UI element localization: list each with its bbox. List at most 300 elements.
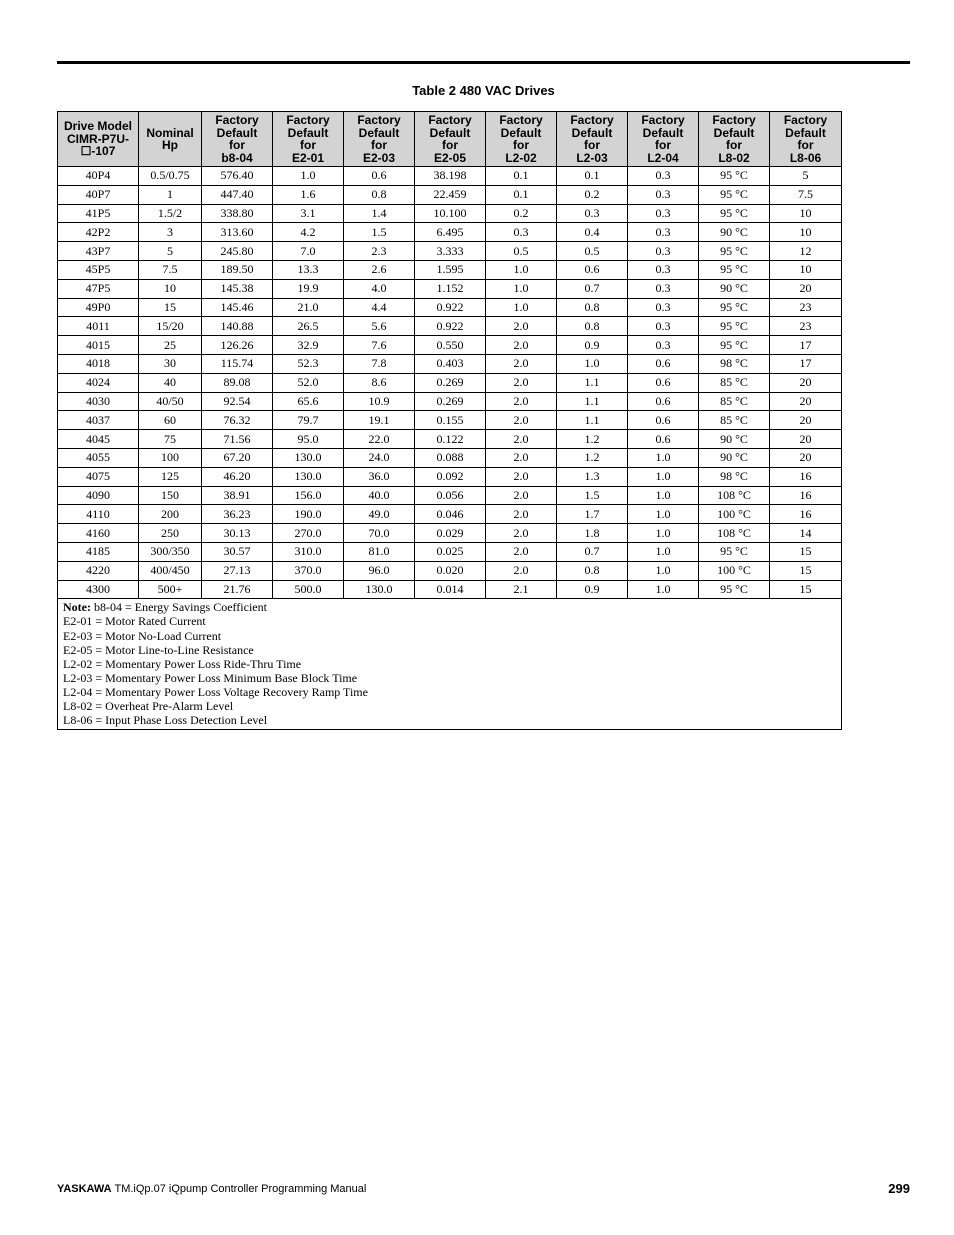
- table-cell: 95 °C: [699, 580, 770, 599]
- table-cell: 2.0: [486, 561, 557, 580]
- table-cell: 1.0: [628, 505, 699, 524]
- table-cell: 300/350: [139, 542, 202, 561]
- note-line: L2-03 = Momentary Power Loss Minimum Base Block Time: [63, 670, 358, 685]
- table-cell: 21.76: [202, 580, 273, 599]
- table-cell: 4220: [58, 561, 139, 580]
- table-cell: 4185: [58, 542, 139, 561]
- table-cell: 32.9: [273, 336, 344, 355]
- table-row: [58, 561, 842, 580]
- table-cell: 95 °C: [699, 298, 770, 317]
- table-cell: 1.0: [628, 524, 699, 543]
- table-cell: 4011: [58, 317, 139, 336]
- table-cell: 10: [770, 204, 842, 223]
- table-cell: 40.0: [344, 486, 415, 505]
- table-cell: 4015: [58, 336, 139, 355]
- table-cell: 2.0: [486, 411, 557, 430]
- table-cell: 90 °C: [699, 279, 770, 298]
- header-b8-04: Factory Default for b8-04: [202, 112, 273, 167]
- table-cell: 0.2: [486, 204, 557, 223]
- table-cell: 30.13: [202, 524, 273, 543]
- header-l2-04: Factory Default for L2-04: [628, 112, 699, 167]
- table-cell: 16: [770, 505, 842, 524]
- table-cell: 1.0: [557, 354, 628, 373]
- table-cell: 4055: [58, 448, 139, 467]
- table-cell: 10: [770, 260, 842, 279]
- table-row: [58, 467, 842, 486]
- table-row: [58, 373, 842, 392]
- table-title: Table 2 480 VAC Drives: [412, 83, 555, 98]
- table-cell: 0.1: [486, 185, 557, 204]
- table-cell: 1.0: [273, 167, 344, 186]
- table-cell: 500.0: [273, 580, 344, 599]
- table-row: [58, 317, 842, 336]
- header-e2-03: Factory Default for E2-03: [344, 112, 415, 167]
- table-cell: 1.6: [273, 185, 344, 204]
- table-row: [58, 430, 842, 449]
- table-cell: 115.74: [202, 354, 273, 373]
- header-e2-05: Factory Default for E2-05: [415, 112, 486, 167]
- table-cell: 10: [770, 223, 842, 242]
- table-cell: 0.5: [557, 242, 628, 261]
- table-cell: 0.014: [415, 580, 486, 599]
- table-cell: 1.7: [557, 505, 628, 524]
- table-cell: 125: [139, 467, 202, 486]
- table-cell: 130.0: [344, 580, 415, 599]
- table-cell: 270.0: [273, 524, 344, 543]
- table-cell: 0.269: [415, 392, 486, 411]
- table-cell: 1: [139, 185, 202, 204]
- table-cell: 43P7: [58, 242, 139, 261]
- table-cell: 1.0: [628, 580, 699, 599]
- table-cell: 10: [139, 279, 202, 298]
- table-body: [58, 167, 842, 599]
- table-cell: 2.0: [486, 317, 557, 336]
- table-cell: 95 °C: [699, 542, 770, 561]
- table-cell: 36.23: [202, 505, 273, 524]
- note-line: L8-06 = Input Phase Loss Detection Level: [63, 713, 268, 728]
- table-cell: 3: [139, 223, 202, 242]
- table-cell: 15: [139, 298, 202, 317]
- table-cell: 0.088: [415, 448, 486, 467]
- table-row: [58, 486, 842, 505]
- table-cell: 0.2: [557, 185, 628, 204]
- table-row: [58, 411, 842, 430]
- table-cell: 1.595: [415, 260, 486, 279]
- table-row: [58, 204, 842, 223]
- table-cell: 60: [139, 411, 202, 430]
- table-cell: 2.0: [486, 448, 557, 467]
- table-cell: 0.5/0.75: [139, 167, 202, 186]
- table-cell: 27.13: [202, 561, 273, 580]
- table-cell: 2.0: [486, 373, 557, 392]
- note-label: Note:: [63, 600, 91, 615]
- table-cell: 20: [770, 279, 842, 298]
- table-cell: 4090: [58, 486, 139, 505]
- note-line: L2-04 = Momentary Power Loss Voltage Recovery Ramp Time: [63, 684, 368, 699]
- table-cell: 1.1: [557, 373, 628, 392]
- table-cell: 0.5: [486, 242, 557, 261]
- table-row: [58, 542, 842, 561]
- table-cell: 150: [139, 486, 202, 505]
- table-cell: 0.9: [557, 580, 628, 599]
- table-cell: 13.3: [273, 260, 344, 279]
- table-cell: 1.0: [628, 448, 699, 467]
- table-cell: 21.0: [273, 298, 344, 317]
- table-cell: 0.3: [557, 204, 628, 223]
- table-cell: 85 °C: [699, 392, 770, 411]
- table-cell: 2.0: [486, 392, 557, 411]
- table-cell: 75: [139, 430, 202, 449]
- table-cell: 1.8: [557, 524, 628, 543]
- table-cell: 98 °C: [699, 467, 770, 486]
- table-cell: 45P5: [58, 260, 139, 279]
- drive-defaults-table: [57, 111, 842, 730]
- table-cell: 130.0: [273, 467, 344, 486]
- table-cell: 0.8: [557, 317, 628, 336]
- table-cell: 0.8: [557, 561, 628, 580]
- page-number: 299: [888, 1181, 910, 1196]
- table-cell: 22.0: [344, 430, 415, 449]
- note-line: E2-03 = Motor No-Load Current: [63, 628, 222, 643]
- header-l2-02: Factory Default for L2-02: [486, 112, 557, 167]
- table-cell: 10.9: [344, 392, 415, 411]
- header-drive-model: Drive Model CIMR-P7U- ☐-107: [58, 112, 139, 167]
- table-cell: 23: [770, 317, 842, 336]
- table-cell: 0.3: [628, 167, 699, 186]
- table-cell: 1.0: [628, 542, 699, 561]
- table-cell: 0.6: [628, 354, 699, 373]
- table-cell: 95 °C: [699, 260, 770, 279]
- footer-brand: YASKAWA: [57, 1183, 112, 1195]
- table-cell: 0.6: [344, 167, 415, 186]
- table-cell: 5.6: [344, 317, 415, 336]
- table-cell: 23: [770, 298, 842, 317]
- table-cell: 47P5: [58, 279, 139, 298]
- table-cell: 95.0: [273, 430, 344, 449]
- table-cell: 65.6: [273, 392, 344, 411]
- table-cell: 145.46: [202, 298, 273, 317]
- table-cell: 0.550: [415, 336, 486, 355]
- table-cell: 10.100: [415, 204, 486, 223]
- table-cell: 0.3: [628, 279, 699, 298]
- table-cell: 2.0: [486, 430, 557, 449]
- table-cell: 25: [139, 336, 202, 355]
- notes-cell: [58, 599, 842, 730]
- table-cell: 15: [770, 542, 842, 561]
- table-cell: 200: [139, 505, 202, 524]
- table-cell: 0.6: [557, 260, 628, 279]
- table-cell: 0.6: [628, 430, 699, 449]
- table-cell: 130.0: [273, 448, 344, 467]
- table-cell: 95 °C: [699, 185, 770, 204]
- table-cell: 22.459: [415, 185, 486, 204]
- table-cell: 2.0: [486, 486, 557, 505]
- table-cell: 15: [770, 580, 842, 599]
- table-cell: 126.26: [202, 336, 273, 355]
- table-cell: 0.122: [415, 430, 486, 449]
- table-cell: 2.0: [486, 505, 557, 524]
- table-cell: 4110: [58, 505, 139, 524]
- table-cell: 447.40: [202, 185, 273, 204]
- table-cell: 0.7: [557, 542, 628, 561]
- table-cell: 4300: [58, 580, 139, 599]
- table-cell: 7.0: [273, 242, 344, 261]
- table-cell: 0.155: [415, 411, 486, 430]
- table-cell: 36.0: [344, 467, 415, 486]
- table-cell: 0.3: [628, 223, 699, 242]
- table-cell: 0.3: [628, 204, 699, 223]
- table-cell: 0.056: [415, 486, 486, 505]
- table-cell: 16: [770, 486, 842, 505]
- table-cell: 2.0: [486, 467, 557, 486]
- table-cell: 49.0: [344, 505, 415, 524]
- table-row: [58, 354, 842, 373]
- table-cell: 42P2: [58, 223, 139, 242]
- footer-manual-name: TM.iQp.07 iQpump Controller Programming Manual: [114, 1183, 367, 1195]
- table-cell: 70.0: [344, 524, 415, 543]
- table-row: [58, 524, 842, 543]
- table-cell: 1.5: [344, 223, 415, 242]
- table-cell: 79.7: [273, 411, 344, 430]
- table-row: [58, 260, 842, 279]
- table-cell: 40P7: [58, 185, 139, 204]
- note-line: E2-01 = Motor Rated Current: [63, 614, 206, 629]
- table-cell: 85 °C: [699, 373, 770, 392]
- header-l8-06: Factory Default for L8-06: [770, 112, 842, 167]
- table-cell: 400/450: [139, 561, 202, 580]
- table-cell: 5: [770, 167, 842, 186]
- footer-manual-title: [57, 1183, 366, 1195]
- table-cell: 576.40: [202, 167, 273, 186]
- table-cell: 1.0: [628, 561, 699, 580]
- table-cell: 7.5: [770, 185, 842, 204]
- table-cell: 1.5/2: [139, 204, 202, 223]
- note-line: E2-05 = Motor Line-to-Line Resistance: [63, 642, 254, 657]
- table-row: [58, 242, 842, 261]
- table-cell: 3.1: [273, 204, 344, 223]
- table-cell: 81.0: [344, 542, 415, 561]
- table-cell: 0.3: [628, 260, 699, 279]
- table-row: [58, 448, 842, 467]
- table-row: [58, 392, 842, 411]
- table-cell: 95 °C: [699, 204, 770, 223]
- table-cell: 26.5: [273, 317, 344, 336]
- table-cell: 12: [770, 242, 842, 261]
- table-cell: 4.0: [344, 279, 415, 298]
- table-cell: 40: [139, 373, 202, 392]
- table-cell: 100 °C: [699, 561, 770, 580]
- table-cell: 190.0: [273, 505, 344, 524]
- table-cell: 40P4: [58, 167, 139, 186]
- header-rule: [57, 61, 910, 64]
- table-cell: 19.1: [344, 411, 415, 430]
- table-cell: 140.88: [202, 317, 273, 336]
- table-cell: 0.3: [486, 223, 557, 242]
- table-cell: 2.1: [486, 580, 557, 599]
- table-cell: 1.1: [557, 392, 628, 411]
- table-cell: 89.08: [202, 373, 273, 392]
- table-cell: 0.8: [557, 298, 628, 317]
- table-cell: 7.6: [344, 336, 415, 355]
- table-cell: 0.046: [415, 505, 486, 524]
- table-cell: 0.922: [415, 298, 486, 317]
- table-row: [58, 167, 842, 186]
- table-row: [58, 298, 842, 317]
- table-cell: 15: [770, 561, 842, 580]
- table-cell: 85 °C: [699, 411, 770, 430]
- table-cell: 1.5: [557, 486, 628, 505]
- header-nominal-hp: Nominal Hp: [139, 112, 202, 167]
- table-cell: 0.1: [557, 167, 628, 186]
- table-cell: 2.0: [486, 542, 557, 561]
- table-cell: 1.0: [486, 298, 557, 317]
- table-cell: 95 °C: [699, 336, 770, 355]
- table-cell: 0.029: [415, 524, 486, 543]
- table-cell: 30.57: [202, 542, 273, 561]
- table-cell: 40/50: [139, 392, 202, 411]
- table-cell: 4037: [58, 411, 139, 430]
- table-cell: 2.3: [344, 242, 415, 261]
- table-cell: 310.0: [273, 542, 344, 561]
- table-cell: 96.0: [344, 561, 415, 580]
- table-cell: 52.3: [273, 354, 344, 373]
- table-cell: 0.3: [628, 317, 699, 336]
- table-cell: 41P5: [58, 204, 139, 223]
- table-cell: 0.3: [628, 242, 699, 261]
- notes-row: [58, 599, 842, 730]
- table-cell: 0.1: [486, 167, 557, 186]
- table-cell: 1.0: [628, 467, 699, 486]
- table-cell: 2.0: [486, 354, 557, 373]
- table-cell: 1.3: [557, 467, 628, 486]
- table-cell: 5: [139, 242, 202, 261]
- table-cell: 0.3: [628, 336, 699, 355]
- table-cell: 7.8: [344, 354, 415, 373]
- table-cell: 4160: [58, 524, 139, 543]
- table-cell: 95 °C: [699, 317, 770, 336]
- table-row: [58, 185, 842, 204]
- table-cell: 7.5: [139, 260, 202, 279]
- table-cell: 16: [770, 467, 842, 486]
- table-cell: 1.0: [486, 279, 557, 298]
- table-cell: 4.2: [273, 223, 344, 242]
- table-cell: 52.0: [273, 373, 344, 392]
- table-cell: 2.0: [486, 524, 557, 543]
- table-cell: 1.152: [415, 279, 486, 298]
- table-cell: 1.0: [628, 486, 699, 505]
- note-line: [63, 600, 836, 614]
- table-cell: 20: [770, 392, 842, 411]
- table-cell: 8.6: [344, 373, 415, 392]
- table-cell: 100 °C: [699, 505, 770, 524]
- table-cell: 4024: [58, 373, 139, 392]
- table-cell: 38.91: [202, 486, 273, 505]
- table-cell: 0.6: [628, 392, 699, 411]
- table-row: [58, 336, 842, 355]
- table-cell: 0.922: [415, 317, 486, 336]
- table-cell: 1.4: [344, 204, 415, 223]
- header-l8-02: Factory Default for L8-02: [699, 112, 770, 167]
- table-cell: 245.80: [202, 242, 273, 261]
- table-cell: 95 °C: [699, 242, 770, 261]
- table-cell: 4075: [58, 467, 139, 486]
- table-cell: 0.7: [557, 279, 628, 298]
- header-e2-01: Factory Default for E2-01: [273, 112, 344, 167]
- table-cell: 17: [770, 354, 842, 373]
- table-cell: 0.025: [415, 542, 486, 561]
- table-cell: 0.3: [628, 298, 699, 317]
- table-cell: 370.0: [273, 561, 344, 580]
- table-cell: 1.0: [486, 260, 557, 279]
- table-cell: 95 °C: [699, 167, 770, 186]
- table-cell: 14: [770, 524, 842, 543]
- table-row: [58, 279, 842, 298]
- table-cell: 15/20: [139, 317, 202, 336]
- table-cell: 0.9: [557, 336, 628, 355]
- table-cell: 2.0: [486, 336, 557, 355]
- table-cell: 90 °C: [699, 430, 770, 449]
- table-cell: 30: [139, 354, 202, 373]
- table-cell: 76.32: [202, 411, 273, 430]
- table-row: [58, 223, 842, 242]
- table-cell: 0.403: [415, 354, 486, 373]
- table-row: [58, 505, 842, 524]
- table-cell: 1.1: [557, 411, 628, 430]
- table-cell: 20: [770, 430, 842, 449]
- table-cell: 6.495: [415, 223, 486, 242]
- table-cell: 0.020: [415, 561, 486, 580]
- table-cell: 1.2: [557, 430, 628, 449]
- table-cell: 38.198: [415, 167, 486, 186]
- table-cell: 3.333: [415, 242, 486, 261]
- note-text: b8-04 = Energy Savings Coefficient: [93, 600, 267, 615]
- header-l2-03: Factory Default for L2-03: [557, 112, 628, 167]
- table-cell: 0.092: [415, 467, 486, 486]
- table-header-row: [58, 112, 842, 167]
- note-line: L2-02 = Momentary Power Loss Ride-Thru Time: [63, 656, 302, 671]
- table-cell: 98 °C: [699, 354, 770, 373]
- table-cell: 145.38: [202, 279, 273, 298]
- table-cell: 20: [770, 373, 842, 392]
- table-cell: 4045: [58, 430, 139, 449]
- table-cell: 90 °C: [699, 448, 770, 467]
- table-cell: 338.80: [202, 204, 273, 223]
- table-cell: 0.8: [344, 185, 415, 204]
- table-cell: 100: [139, 448, 202, 467]
- table-cell: 19.9: [273, 279, 344, 298]
- table-cell: 90 °C: [699, 223, 770, 242]
- table-cell: 313.60: [202, 223, 273, 242]
- table-cell: 67.20: [202, 448, 273, 467]
- table-cell: 4030: [58, 392, 139, 411]
- table-cell: 4.4: [344, 298, 415, 317]
- table-cell: 189.50: [202, 260, 273, 279]
- note-line: L8-02 = Overheat Pre-Alarm Level: [63, 698, 234, 713]
- table-cell: 46.20: [202, 467, 273, 486]
- table-cell: 0.3: [628, 185, 699, 204]
- table-cell: 500+: [139, 580, 202, 599]
- table-cell: 17: [770, 336, 842, 355]
- table-row: [58, 580, 842, 599]
- table-cell: 20: [770, 411, 842, 430]
- table-cell: 2.6: [344, 260, 415, 279]
- table-cell: 250: [139, 524, 202, 543]
- table-cell: 0.6: [628, 411, 699, 430]
- table-cell: 0.4: [557, 223, 628, 242]
- table-cell: 24.0: [344, 448, 415, 467]
- table-cell: 71.56: [202, 430, 273, 449]
- table-cell: 49P0: [58, 298, 139, 317]
